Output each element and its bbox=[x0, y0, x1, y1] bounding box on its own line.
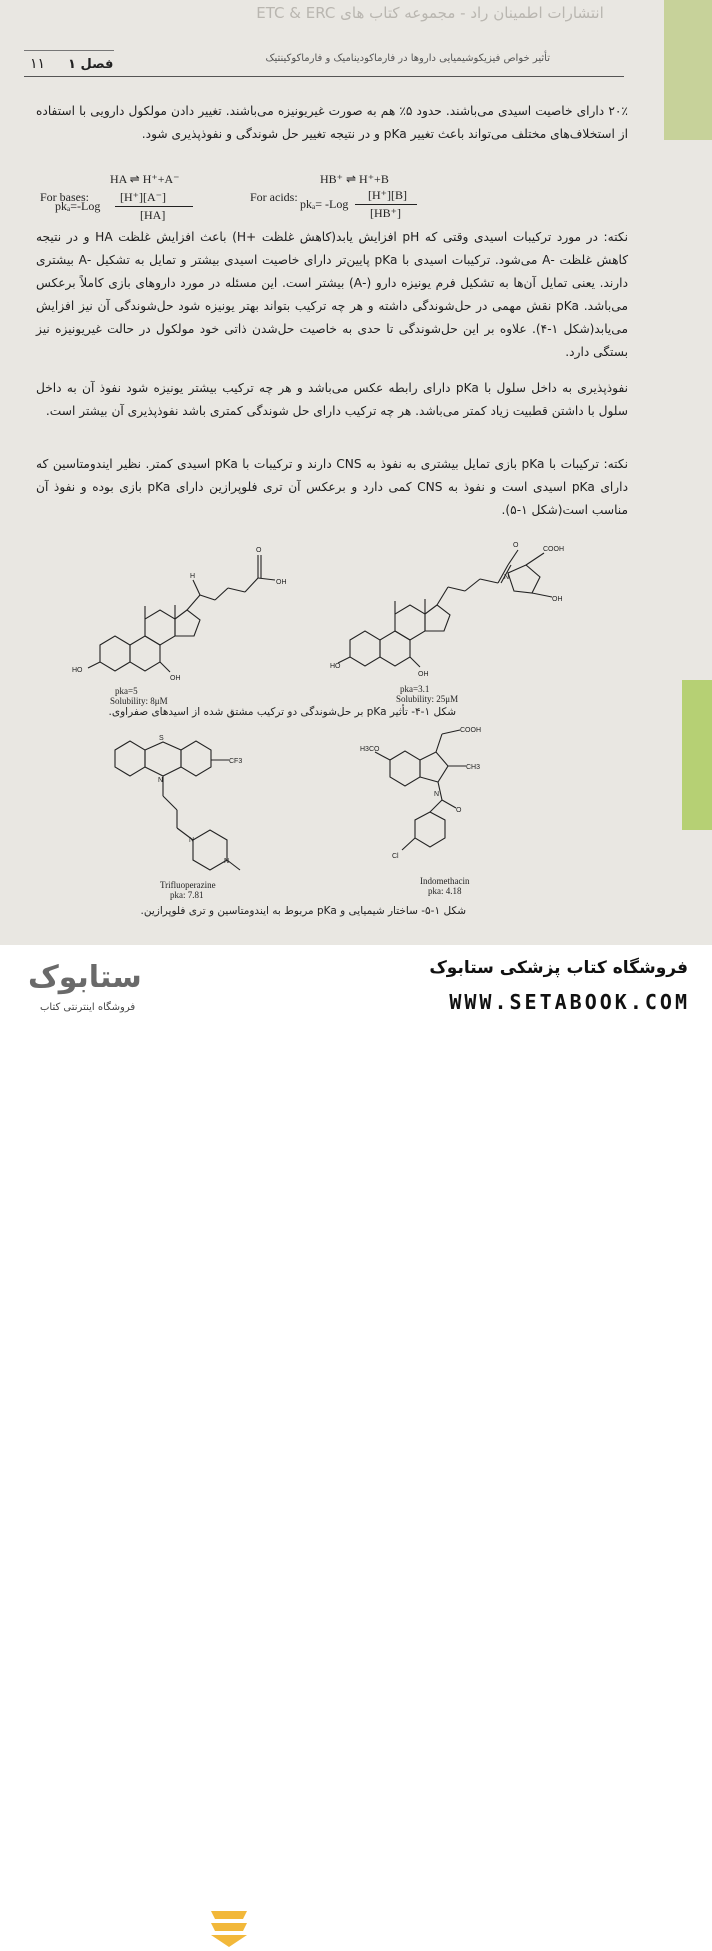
svg-text:CH3: CH3 bbox=[466, 764, 481, 771]
page-subtitle: تأثیر خواص فیزیکوشیمیایی داروها در فارماکودینامیک و فارماکوکینتیک bbox=[265, 53, 550, 64]
svg-text:N: N bbox=[504, 574, 510, 581]
store-url[interactable]: WWW.SETABOOK.COM bbox=[449, 990, 690, 1014]
paragraph-1: ۲۰٪ دارای خاصیت اسیدی می‌باشند. حدود ۵٪ هم به صورت غیریونیزه می‌باشند. تغییر دادن مولکول دارویی با استفاده از استخلاف‌های مختلف می‌تواند باعث تغییر pKa و در نتیجه تغییر حل شوندگی و نفوذپذیری شود. bbox=[36, 104, 628, 141]
bile-acid-structure-right bbox=[330, 535, 600, 685]
bases-numerator: [H⁺][A⁻] bbox=[120, 190, 166, 204]
trifluoperazine-structure bbox=[95, 720, 325, 890]
logo-wordmark: ستابوک bbox=[28, 960, 142, 995]
trifluoperazine-name: Trifluoperazine bbox=[160, 880, 216, 890]
acids-denominator: [HB⁺] bbox=[370, 206, 401, 220]
svg-text:OH: OH bbox=[418, 671, 429, 678]
chapter-tab-side bbox=[682, 680, 712, 830]
bile-acid-structure-left bbox=[70, 540, 300, 685]
svg-text:N: N bbox=[189, 837, 195, 844]
bases-fraction-bar bbox=[115, 206, 193, 207]
svg-text:O: O bbox=[256, 547, 262, 554]
svg-text:COOH: COOH bbox=[543, 546, 564, 553]
svg-text:S: S bbox=[159, 735, 164, 742]
svg-text:Cl: Cl bbox=[392, 853, 399, 860]
bases-pk: pkₐ=-Log bbox=[55, 199, 101, 213]
svg-text:O: O bbox=[513, 542, 519, 549]
acids-fraction-bar bbox=[355, 204, 417, 205]
left-mol-solubility: Solubility: 8μM bbox=[110, 696, 168, 706]
acids-numerator: [H⁺][B] bbox=[368, 188, 407, 202]
right-mol-pka: pka=3.1 bbox=[400, 684, 430, 694]
setabook-logo-icon bbox=[205, 1907, 253, 1951]
svg-text:OH: OH bbox=[276, 579, 287, 586]
svg-text:OH: OH bbox=[552, 596, 563, 603]
acids-pk: pkₐ= -Log bbox=[300, 197, 349, 211]
figure-5-caption: شکل ۱-۵- ساختار شیمیایی و pKa مربوط به ایندومتاسین و تری فلوپرازین. bbox=[140, 905, 466, 917]
acids-equilibrium: HB⁺ ⇌ H⁺+B bbox=[320, 172, 389, 186]
chapter-label: فصل ۱ bbox=[68, 57, 114, 72]
svg-text:COOH: COOH bbox=[460, 727, 481, 734]
publisher-header: انتشارات اطمینان راد - مجموعه کتاب های ETC & ERC bbox=[256, 4, 604, 22]
bases-equilibrium: HA ⇌ H⁺+A⁻ bbox=[110, 172, 180, 186]
paragraph-3: نفوذپذیری به داخل سلول با pKa دارای رابطه عکس می‌باشد و هر چه ترکیب بیشتر یونیزه شود نفوذ آن به داخل سلول با داشتن قطبیت زیاد کمتر می‌باشد. هر چه ترکیب دارای حل شوندگی کمتری باشد نفوذپذیری آن بیشتر است. bbox=[36, 381, 629, 418]
svg-text:H: H bbox=[190, 573, 196, 580]
paragraph-2: نکته: در مورد ترکیبات اسیدی وقتی که pH افزایش یابد(کاهش غلظت +H) باعث افزایش غلظت HA و در نتیجه کاهش غلظت -A می‌شود. ترکیبات اسیدی با pKa پایین‌تر دارای خاصیت اسیدی بیشتر و تمایل به تشکیل -A بیشتری دارند. یعنی تمایل آن‌ها به تشکیل فرم یونیزه دارو (-A) بیشتر است. این مسئله در مورد داروهای بازی کاملاً برعکس می‌باشد. pKa نقش مهمی در حل‌شوندگی داشته و هر چه ترکیب بتواند بهتر یونیزه شود حل‌شوندگی آن نیز افزایش می‌یابد(شکل ۱-۴). علاوه بر این حل‌شوندگی تا حدی به خاصیت حل‌شدن ذاتی خود مولکول در حالت غیریونیزه نیز بستگی دارد. bbox=[36, 230, 629, 359]
acids-label: For acids: bbox=[250, 190, 298, 204]
page-number: ۱۱ bbox=[30, 56, 46, 72]
svg-text:N: N bbox=[158, 777, 164, 784]
logo-tagline: فروشگاه اینترنتی کتاب bbox=[40, 1002, 136, 1013]
svg-text:N: N bbox=[224, 858, 230, 865]
svg-text:O: O bbox=[456, 807, 462, 814]
bases-denominator: [HA] bbox=[140, 208, 166, 222]
indomethacin-name: Indomethacin bbox=[420, 876, 470, 886]
bases-label: For bases: bbox=[40, 190, 89, 204]
chapter-tab-top bbox=[664, 0, 712, 140]
book-page bbox=[0, 0, 712, 945]
svg-text:H3CO: H3CO bbox=[360, 746, 380, 753]
header-rule bbox=[24, 76, 624, 77]
svg-text:HO: HO bbox=[330, 663, 341, 670]
svg-text:OH: OH bbox=[170, 675, 181, 682]
svg-text:HO: HO bbox=[72, 667, 83, 674]
paragraph-4: نکته: ترکیبات با pKa بازی تمایل بیشتری به نفوذ به CNS دارند و ترکیبات با pKa اسیدی کمتر. نظیر ایندومتاسین که دارای pKa اسیدی است و نفوذ به CNS کمی دارد و برعکس آن تری فلوپرازین دارای pKa بازی بوده و نفوذ آن مناسب است(شکل ۱-۵). bbox=[36, 457, 628, 517]
indomethacin-pka: pka: 4.18 bbox=[428, 886, 462, 896]
svg-text:N: N bbox=[434, 791, 440, 798]
right-mol-solubility: Solubility: 25μM bbox=[396, 694, 459, 704]
left-mol-pka: pka=5 bbox=[115, 686, 138, 696]
header-rule-short bbox=[24, 50, 114, 51]
store-name: فروشگاه کتاب پزشکی ستابوک bbox=[429, 958, 688, 978]
indomethacin-structure bbox=[360, 720, 530, 880]
figure-4-caption: شکل ۱-۴- تأثیر pKa بر حل‌شوندگی دو ترکیب مشتق شده از اسیدهای صفراوی. bbox=[108, 706, 456, 718]
svg-text:CF3: CF3 bbox=[229, 758, 243, 765]
trifluoperazine-pka: pka: 7.81 bbox=[170, 890, 204, 900]
